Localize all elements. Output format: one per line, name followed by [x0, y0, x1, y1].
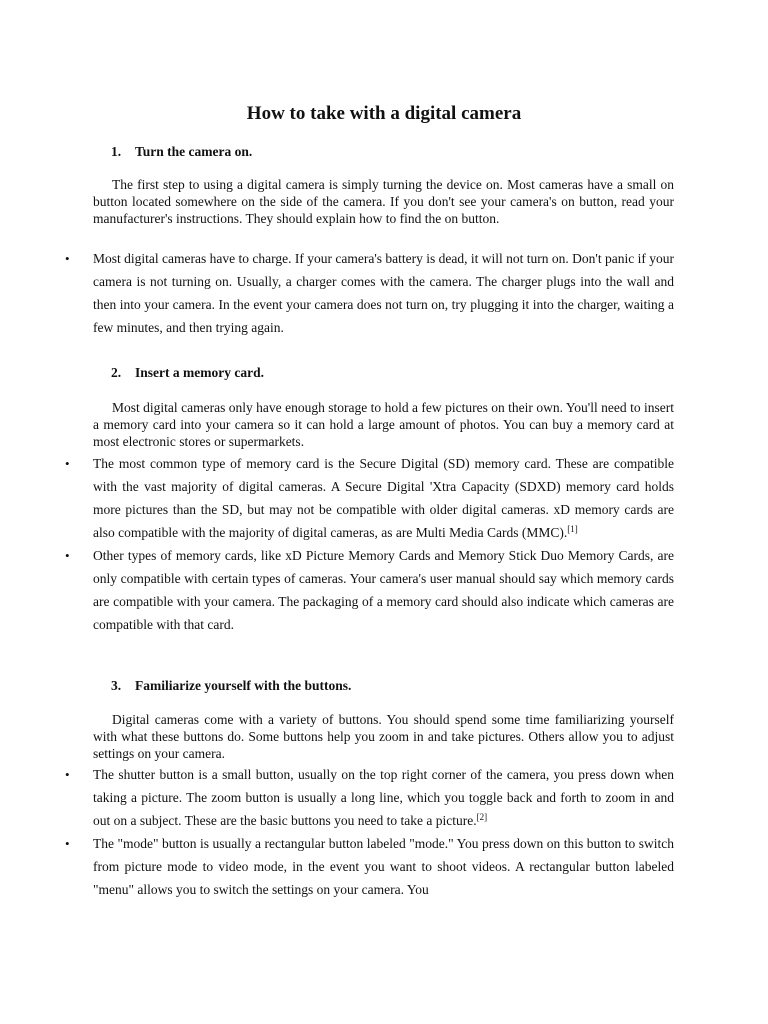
- list-item: [65, 832, 674, 901]
- list-item: [65, 247, 674, 339]
- document-title: How to take with a digital camera: [246, 103, 522, 124]
- bullet-list: [65, 247, 674, 339]
- bullet-list: [65, 452, 674, 636]
- bullet-icon: •: [65, 836, 70, 851]
- list-item-text: Most digital cameras have to charge. If your camera's battery is dead, it will not turn on. Don't panic if your camera is not turning on. Usually, a charger comes with the camera. The charger plugs into the wall and then into your camera. In the event your camera does not turn on, try plugging it into the charger, waiting a few minutes, and then trying again.: [93, 251, 674, 335]
- list-item: [65, 763, 674, 832]
- bullet-icon: •: [65, 548, 70, 563]
- section-heading: [111, 144, 252, 160]
- section-number: 3.: [111, 678, 122, 693]
- bullet-icon: •: [65, 767, 70, 782]
- list-item: [65, 452, 674, 544]
- section-heading-text: Turn the camera on.: [135, 144, 253, 159]
- citation-ref[interactable]: [1]: [567, 524, 578, 534]
- citation-ref[interactable]: [2]: [476, 812, 488, 822]
- section-heading-text: Insert a memory card.: [135, 365, 264, 380]
- list-item: [65, 544, 674, 636]
- section-number: 1.: [111, 144, 122, 159]
- section-heading: [111, 678, 351, 694]
- list-item-text: The "mode" button is usually a rectangular button labeled "mode." You press down on this button to switch from picture mode to video mode, in the event you want to shoot videos. A rectangular button labeled "menu" allows you to switch the settings on your camera. You: [93, 836, 674, 897]
- section-heading: [111, 365, 264, 381]
- section-number: 2.: [111, 365, 122, 380]
- list-item-text: The shutter button is a small button, usually on the top right corner of the camera, you press down when taking a picture. The zoom button is usually a long line, which you toggle back and forth to zoom in and out on a subject. These are the basic buttons you need to take a picture.: [93, 767, 674, 828]
- bullet-icon: •: [65, 251, 70, 266]
- list-item-text: Other types of memory cards, like xD Picture Memory Cards and Memory Stick Duo Memory Cards, are only compatible with certain types of cameras. Your camera's user manual should say which memory cards are compatible with your camera. The packaging of a memory card should also indicate which cameras are compatible with that card.: [93, 548, 674, 632]
- section-intro: Digital cameras come with a variety of buttons. You should spend some time familiarizing yourself with what these buttons do. Some buttons help you zoom in and take pictures. Others allow you to adjust settings on your camera.: [93, 711, 674, 761]
- bullet-list: [65, 763, 674, 901]
- list-item-text: The most common type of memory card is the Secure Digital (SD) memory card. These are compatible with the vast majority of digital cameras. A Secure Digital 'Xtra Capacity (SDXD) memory card holds more pictures than the SD, but may not be compatible with older digital cameras. xD memory cards are also compatible with the majority of digital cameras, as are Multi Media Cards (MMC).: [93, 456, 674, 540]
- bullet-icon: •: [65, 456, 70, 471]
- section-intro: Most digital cameras only have enough storage to hold a few pictures on their own. You'll need to insert a memory card into your camera so it can hold a large amount of photos. You can buy a memory card at most electronic stores or supermarkets.: [93, 399, 674, 449]
- section-heading-text: Familiarize yourself with the buttons.: [135, 678, 352, 693]
- section-intro: The first step to using a digital camera is simply turning the device on. Most cameras have a small on button located somewhere on the side of the camera. If you don't see your camera's on button, read your manufacturer's instructions. They should explain how to find the on button.: [93, 176, 674, 226]
